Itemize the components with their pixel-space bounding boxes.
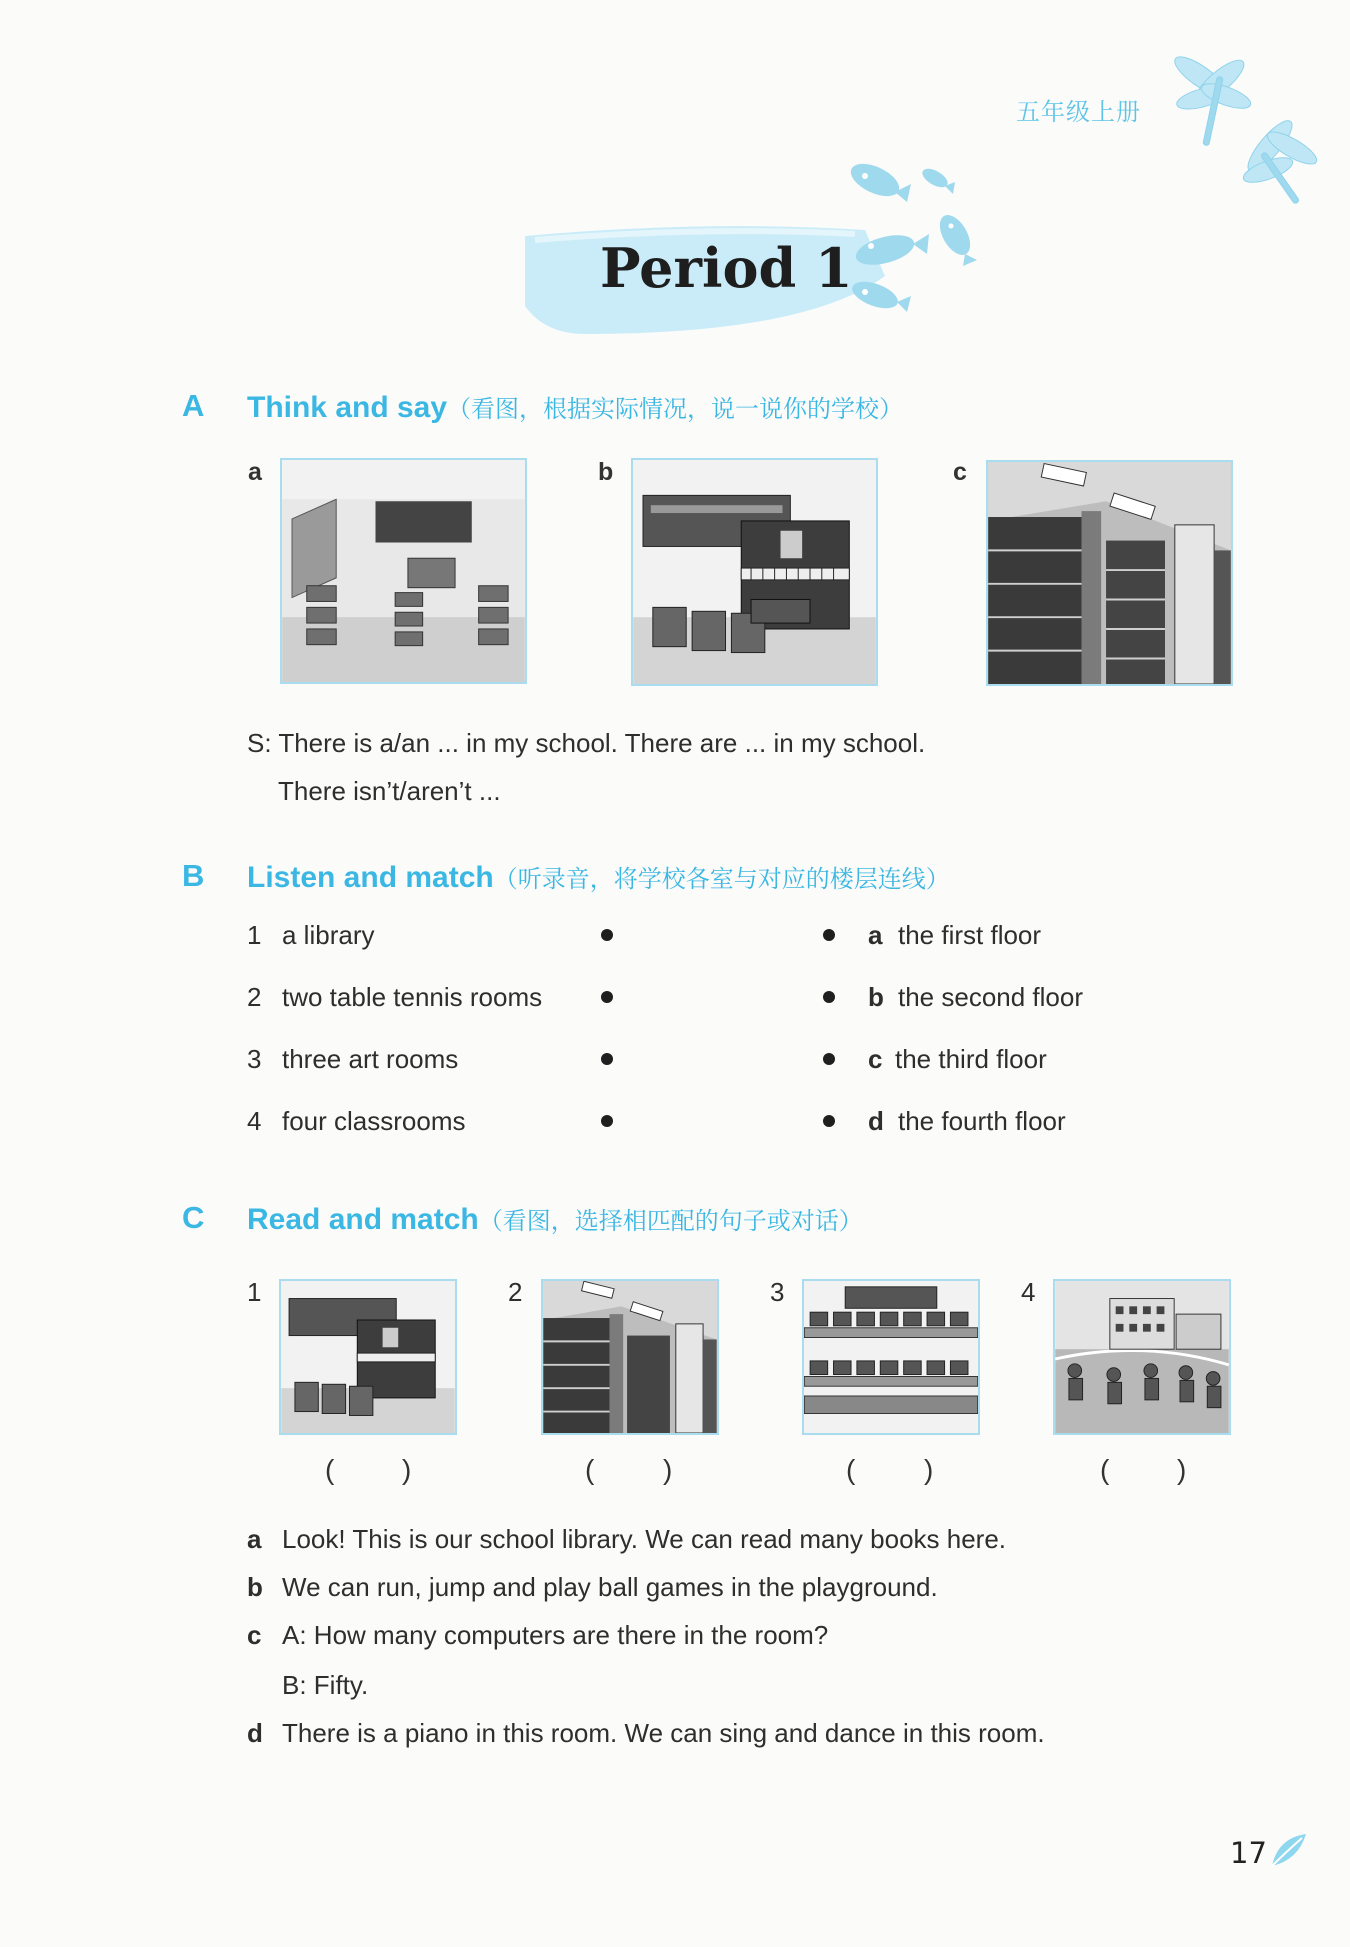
picture-number: 4 [1021,1277,1036,1307]
sentence-letter: b [247,1572,263,1602]
match-dot-left[interactable] [601,1053,613,1065]
section-c-heading [247,1201,863,1237]
sentence-text: There is a piano in this room. We can sing and dance in this room. [282,1718,1045,1748]
match-left-number: 2 [247,982,262,1012]
match-right-item: the fourth floor [898,1106,1066,1136]
sentence-pattern-2: There isn’t/aren’t ... [278,776,501,806]
match-right-item: the second floor [898,982,1084,1012]
answer-blank-open[interactable]: ( [846,1454,856,1485]
match-dot-left[interactable] [601,1115,613,1127]
match-right-letter: c [868,1044,883,1074]
section-b-note: （听录音，将学校各室与对应的楼层连线） [493,865,950,893]
sentence-text: A: How many computers are there in the room? [282,1620,829,1650]
match-dot-right[interactable] [823,1053,835,1065]
playground-image [1053,1279,1231,1435]
section-c-note: （看图，选择相匹配的句子或对话） [478,1207,863,1235]
library-image [541,1279,719,1435]
sentence-letter: a [247,1524,262,1554]
answer-blank-close[interactable]: ) [924,1454,934,1485]
match-right-item: the third floor [895,1044,1047,1074]
answer-blank-open[interactable]: ( [325,1454,335,1485]
picture-number: 2 [508,1277,523,1307]
classroom-image [280,458,527,684]
match-dot-right[interactable] [823,991,835,1003]
match-right-letter: b [868,982,884,1012]
match-dot-right[interactable] [823,1115,835,1127]
match-dot-left[interactable] [601,991,613,1003]
answer-blank-close[interactable]: ) [663,1454,673,1485]
match-left-item: two table tennis rooms [282,982,543,1012]
picture-number: 3 [770,1277,785,1307]
sentence-letter: c [247,1620,262,1650]
section-b-title: Listen and match [247,861,494,894]
section-b-letter: B [182,858,205,893]
sentence-text: Look! This is our school library. We can read many books here. [282,1524,1007,1554]
sentence-pattern-1: S: There is a/an ... in my school. There are ... in my school. [247,728,926,758]
match-dot-right[interactable] [823,929,835,941]
picture-number: 1 [247,1277,262,1307]
sentence-letter: d [247,1718,263,1748]
section-a-title: Think and say [247,391,448,424]
section-a-heading [247,389,903,425]
leaf-icon [1268,1830,1310,1870]
section-c-letter: C [182,1200,205,1235]
sentence-text: B: Fifty. [282,1670,369,1700]
match-right-letter: a [868,920,883,950]
music-room-image [279,1279,457,1435]
match-left-item: four classrooms [282,1106,466,1136]
match-left-number: 4 [247,1106,262,1136]
section-a-note: （看图，根据实际情况，说一说你的学校） [447,395,904,423]
picture-b-label: b [598,458,614,486]
answer-blank-close[interactable]: ) [402,1454,412,1485]
computer-room-image [802,1279,980,1435]
match-dot-left[interactable] [601,929,613,941]
section-a-letter: A [182,388,205,423]
page-title: Period 1 [600,236,853,300]
match-left-number: 1 [247,920,262,950]
music-room-image [631,458,878,686]
section-b-heading [247,859,950,895]
page-number: 17 [1230,1836,1267,1870]
match-right-item: the first floor [898,920,1042,950]
answer-blank-close[interactable]: ) [1177,1454,1187,1485]
answer-blank-open[interactable]: ( [585,1454,595,1485]
picture-c-label: c [953,458,967,486]
grade-label: 五年级上册 [1016,98,1141,126]
match-left-item: three art rooms [282,1044,459,1074]
fish-icon [835,150,1005,320]
section-c-title: Read and match [247,1203,479,1236]
sentence-text: We can run, jump and play ball games in the playground. [282,1572,938,1602]
library-image [986,460,1233,686]
dragonfly-icon [1160,36,1320,216]
answer-blank-open[interactable]: ( [1100,1454,1110,1485]
match-left-item: a library [282,920,375,950]
match-right-letter: d [868,1106,884,1136]
picture-a-label: a [248,458,262,486]
match-left-number: 3 [247,1044,262,1074]
